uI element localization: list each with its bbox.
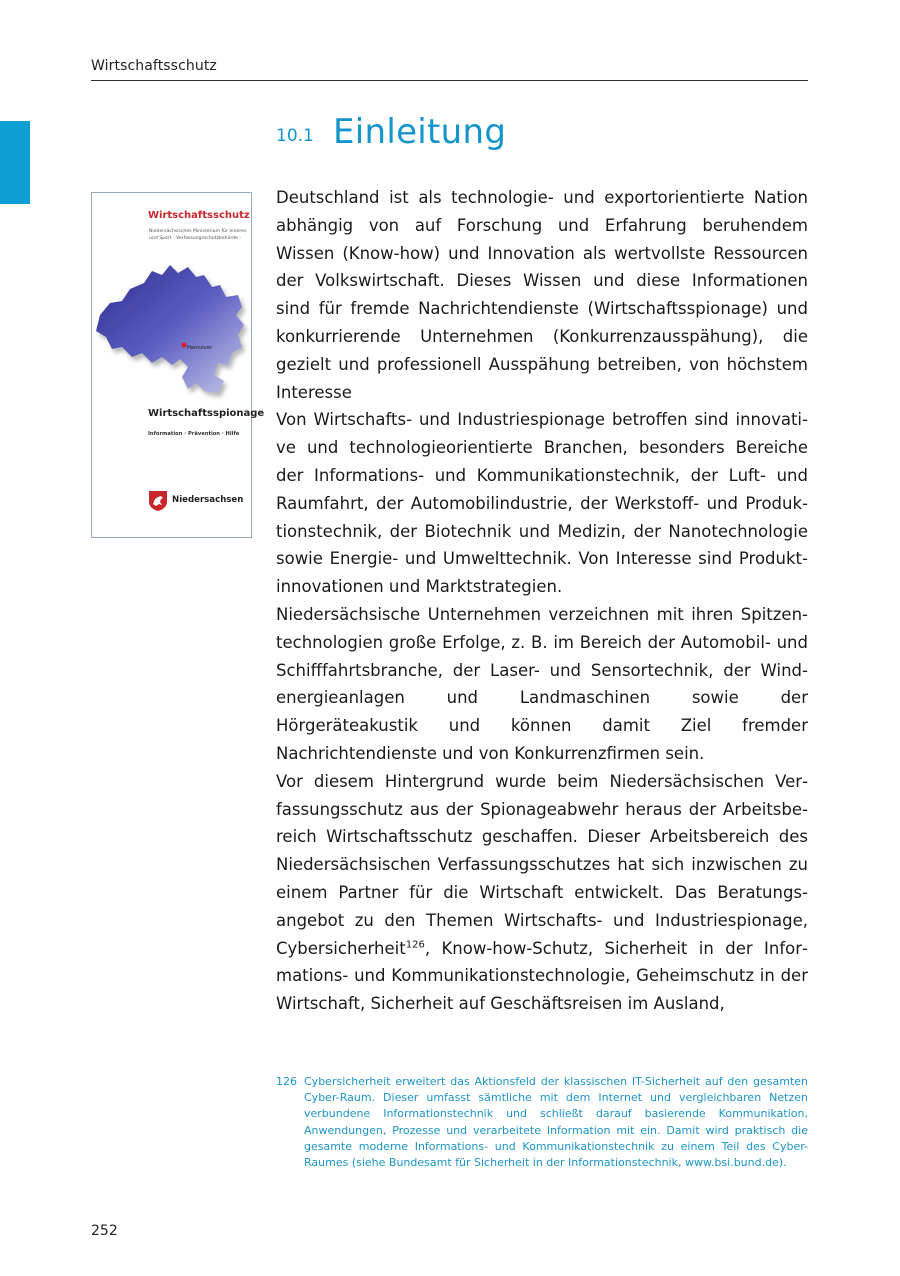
footnote-text: Cybersicherheit erweitert das Aktionsfeld der klassischen IT-Sicherheit auf den gesamten Cyber-Raum. Dieser umfasst sämtliche mit dem Internet und vergleichbaren Netzen verbundene Informationstechnik und schließt darauf basierende Kommunikation, Anwendungen, Prozesse und verarbeitete Information mit ein. Damit wird praktisch die gesamte moderne Informations- und Kommunikationstechnik zu einem Teil des Cyber-Raumes (siehe Bundesamt für Sicherheit in der Informationstechnik, www.bsi.bund.de). (304, 1075, 808, 1170)
brochure-tagline: Information · Prävention · Hilfe (148, 431, 240, 437)
header-rule (91, 80, 808, 81)
lower-saxony-map-icon (92, 253, 253, 403)
footnote-number: 126 (276, 1075, 297, 1088)
running-head: Wirtschaftsschutz (91, 58, 217, 74)
brochure-state-name: Niedersachsen (172, 495, 244, 505)
section-heading (276, 112, 506, 152)
paragraph-4-text-a: Vor diesem Hintergrund wurde beim Niedersächsischen Verfassungsschutz aus der Spionageabwehr heraus der Arbeitsbereich Wirtschaftsschutz geschaffen. Dieser Arbeitsbereich des Niedersächsischen Verfassungsschutzes hat sich inzwischen zu einem Partner für die Wirtschaft entwickelt. Das Beratungsangebot zu den Themen Wirtschafts- und Industriespionage, Cybersicherheit (276, 771, 808, 958)
brochure-title: Wirtschaftsschutz (148, 210, 250, 221)
paragraph-4 (276, 768, 808, 1018)
footnote-reference-126[interactable]: 126 (405, 939, 425, 951)
brochure-topic: Wirtschaftsspionage (148, 408, 265, 419)
brochure-subtitle: Niedersächsisches Ministerium für Inneres und Sport - Verfassungsschutzbehörde - (149, 229, 247, 241)
paragraph-3: Niedersächsische Unternehmen verzeichnen mit ihren Spitzentechnologien große Erfolge, z. B. im Bereich der Automobil- und Schifffahrtsbranche, der Laser- und Sensortechnik, der Windenergieanlagen und Landmaschinen sowie der Hörgeräteakustik und können damit Ziel fremder Nachrichtendienste und von Konkurrenzfirmen sein. (276, 604, 808, 763)
page-number: 252 (91, 1223, 118, 1239)
footnote (276, 1074, 808, 1171)
brochure-cover-image (91, 192, 265, 538)
brochure-map-city-label: Hannover (187, 345, 213, 351)
paragraph-2: Von Wirtschafts- und Industriespionage betroffen sind innovative und technologieorientierte Branchen, besonders Bereiche der Informations- und Kommunikationstechnik, der Luft- und Raumfahrt, der Automobilindustrie, der Werkstoff- und Produktionstechnik, der Biotechnik und Medizin, der Nanotechnologie sowie Energie- und Umwelttechnik. Von Interesse sind Produktinnovationen und Marktstrategien. (276, 410, 808, 597)
map-city-marker (181, 342, 186, 347)
chapter-tab-marker (0, 121, 30, 204)
niedersachsen-crest-icon (148, 490, 168, 512)
body-text (276, 184, 808, 1018)
paragraph-1: Deutschland ist als technologie- und exportorientierte Nation abhängig von auf Forschung und Erfahrung beruhendem Wissen (Know-how) und Innovation als wertvollste Ressourcen der Volkswirtschaft. Dieses Wissen und diese Informationen sind für fremde Nachrichtendienste (Wirtschaftsspionage) und konkurrierende Unternehmen (Konkurrenzausspähung), die gezielt und professionell Ausspähung betreiben, von höchstem Interesse (276, 188, 808, 402)
section-title: Einleitung (332, 112, 507, 152)
paragraph-4-text-b: , Know-how-Schutz, Sicherheit in der Informations- und Kommunikationstechnologie, Geheimschutz in der Wirtschaft, Sicherheit auf Geschäftsreisen im Ausland, (276, 938, 808, 1014)
section-number: 10.1 (276, 126, 314, 146)
